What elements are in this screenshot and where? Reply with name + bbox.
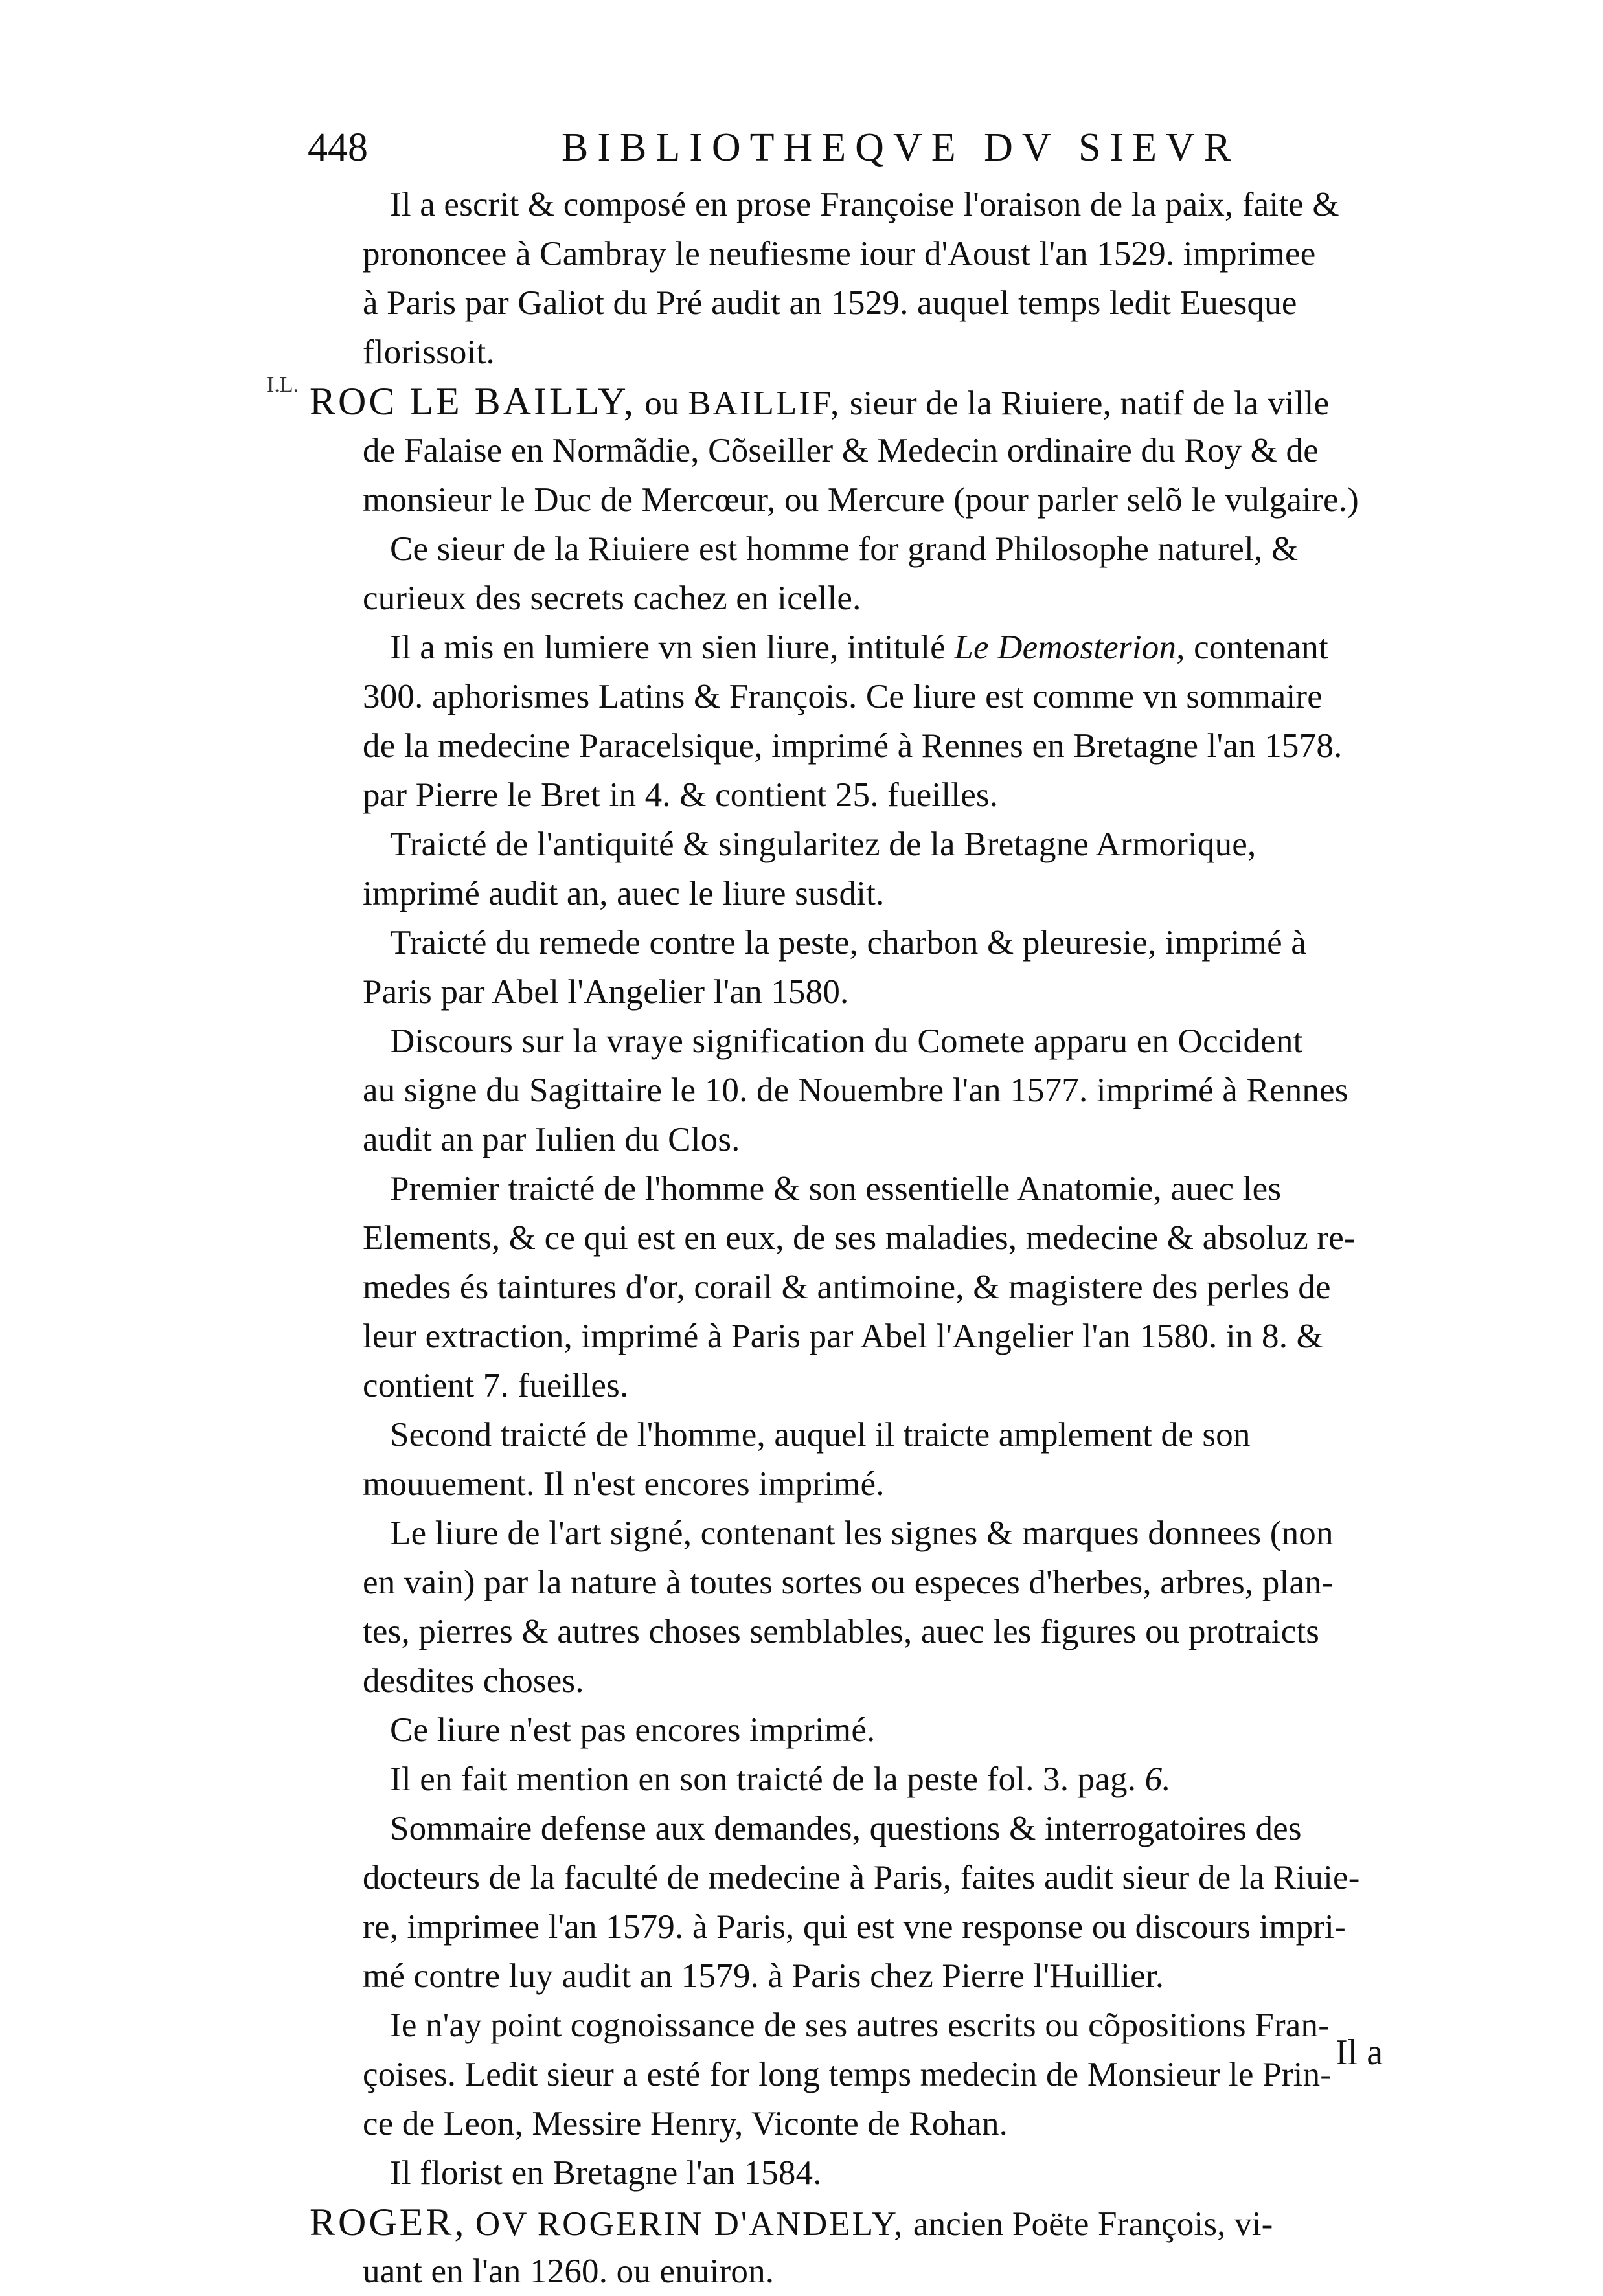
paragraph-demosterion [363, 623, 1367, 820]
page-number: 448 [308, 126, 368, 170]
paragraph-premier-traicte [363, 1164, 1367, 1410]
text-line: mouuement. Il n'est encores imprimé. [363, 1465, 885, 1503]
entry-heading [310, 2198, 1367, 2247]
name-separator: OV [475, 2205, 529, 2243]
entry-roc-le-bailly [310, 377, 1367, 524]
text-line: audit an par Iulien du Clos. [363, 1121, 740, 1158]
text-line: Second traicté de l'homme, auquel il traicte amplement de son [390, 1416, 1251, 1454]
paragraph-pas-imprime [363, 1705, 1367, 1755]
text-body [310, 180, 1367, 2296]
page-header [308, 122, 1240, 174]
marginal-mark: I.L. [267, 373, 299, 397]
text-line: Le liure de l'art signé, contenant les signes & marques donnees (non [390, 1514, 1334, 1552]
text-line [363, 623, 1367, 672]
entry-roger-d-andely [310, 2198, 1367, 2296]
text-line: Elements, & ce qui est en eux, de ses maladies, medecine & absoluz re- [363, 1219, 1356, 1257]
text-line: curieux des secrets cachez en icelle. [363, 580, 861, 617]
text-line: Il florist en Bretagne l'an 1584. [390, 2154, 822, 2192]
paragraph-philosophe [363, 524, 1367, 623]
text-line: de Falaise en Normãdie, Cõseiller & Medecin ordinaire du Roy & de [363, 432, 1319, 469]
text-line: monsieur le Duc de Mercœur, ou Mercure (pour parler selõ le vulgaire.) [363, 481, 1359, 519]
text-line [363, 1755, 1367, 1804]
text-line: prononcee à Cambray le neufiesme iour d'Aoust l'an 1529. imprimee [363, 235, 1316, 273]
text-line: au signe du Sagittaire le 10. de Nouembre l'an 1577. imprimé à Rennes [363, 1072, 1348, 1109]
text-line: de la medecine Paracelsique, imprimé à Rennes en Bretagne l'an 1578. [363, 727, 1343, 765]
text-line: Traicté du remede contre la peste, charbon & pleuresie, imprimé à [390, 924, 1307, 962]
text-line: re, imprimee l'an 1579. à Paris, qui est vne response ou discours impri- [363, 1908, 1346, 1946]
text-run: , contenant [1176, 629, 1328, 666]
entry-intro: ancien Poëte François, vi- [913, 2205, 1273, 2243]
text-line: Ce liure n'est pas encores imprimé. [390, 1711, 876, 1749]
paragraph-peste [363, 918, 1367, 1017]
page-ref: 6. [1144, 1761, 1171, 1798]
text-line: Paris par Abel l'Angelier l'an 1580. [363, 973, 849, 1011]
text-line: contient 7. fueilles. [363, 1367, 629, 1404]
entry-heading [310, 377, 1367, 426]
text-line: 300. aphorismes Latins & François. Ce liure est comme vn sommaire [363, 678, 1323, 715]
paragraph-florist [363, 2148, 1367, 2198]
text-line: par Pierre le Bret in 4. & contient 25. fueilles. [363, 776, 999, 814]
catchword: Il a [1336, 2032, 1383, 2073]
text-line: florissoit. [363, 333, 495, 371]
text-run: Il a mis en lumiere vn sien liure, intitulé [390, 629, 955, 666]
paragraph-mention [363, 1755, 1367, 1804]
paragraph-second-traicte [363, 1410, 1367, 1509]
author-alt-name: BAILLIF, [688, 385, 841, 422]
paragraph-autres-escrits [363, 2001, 1367, 2148]
text-line: Sommaire defense aux demandes, questions & interrogatoires des [390, 1810, 1302, 1847]
entry-intro: sieur de la Riuiere, natif de la ville [849, 385, 1330, 422]
text-line: Ie n'ay point cognoissance de ses autres escrits ou cõpositions Fran- [390, 2007, 1330, 2044]
text-line: Ce sieur de la Riuiere est homme for grand Philosophe naturel, & [390, 530, 1299, 568]
text-line: ce de Leon, Messire Henry, Viconte de Rohan. [363, 2105, 1008, 2143]
text-line: çoises. Ledit sieur a esté for long temps medecin de Monsieur le Prin- [363, 2056, 1332, 2093]
text-line: desdites choses. [363, 1662, 584, 1700]
paragraph-oraison [363, 180, 1367, 377]
text-line: mé contre luy audit an 1579. à Paris chez Pierre l'Huillier. [363, 1957, 1165, 1995]
text-line: leur extraction, imprimé à Paris par Abel l'Angelier l'an 1580. in 8. & [363, 1318, 1324, 1355]
text-run: Il en fait mention en son traicté de la peste fol. 3. pag. [390, 1761, 1145, 1798]
author-alt-name: ROGERIN D'ANDELY, [537, 2205, 905, 2243]
paragraph-antiquite [363, 820, 1367, 918]
text-line: Premier traicté de l'homme & son essentielle Anatomie, auec les [390, 1170, 1282, 1208]
author-name: ROC LE BAILLY, [310, 380, 636, 423]
text-line: medes és taintures d'or, corail & antimoine, & magistere des perles de [363, 1268, 1331, 1306]
running-head: BIBLIOTHEQVE DV SIEVR [562, 126, 1240, 170]
text-line: imprimé audit an, auec le liure susdit. [363, 875, 885, 912]
text-line: tes, pierres & autres choses semblables, auec les figures ou protraicts [363, 1613, 1320, 1650]
text-line: Discours sur la vraye signification du Comete apparu en Occident [390, 1022, 1303, 1060]
text-line: à Paris par Galiot du Pré audit an 1529. auquel temps ledit Euesque [363, 284, 1297, 322]
paragraph-art-signe [363, 1509, 1367, 1705]
text-line: docteurs de la faculté de medecine à Paris, faites audit sieur de la Riuie- [363, 1859, 1360, 1896]
text-line: Il a escrit & composé en prose Françoise l'oraison de la paix, faite & [390, 186, 1339, 223]
text-line: en vain) par la nature à toutes sortes ou especes d'herbes, arbres, plan- [363, 1564, 1334, 1601]
paragraph-sommaire-defense [363, 1804, 1367, 2001]
book-title: Le Demosterion [954, 629, 1177, 666]
text-line: Traicté de l'antiquité & singularitez de la Bretagne Armorique, [390, 826, 1256, 863]
author-name: ROGER, [310, 2201, 467, 2244]
paragraph-comete [363, 1017, 1367, 1164]
text-line: uant en l'an 1260. ou enuiron. [363, 2253, 775, 2290]
name-separator: ou [644, 385, 679, 422]
